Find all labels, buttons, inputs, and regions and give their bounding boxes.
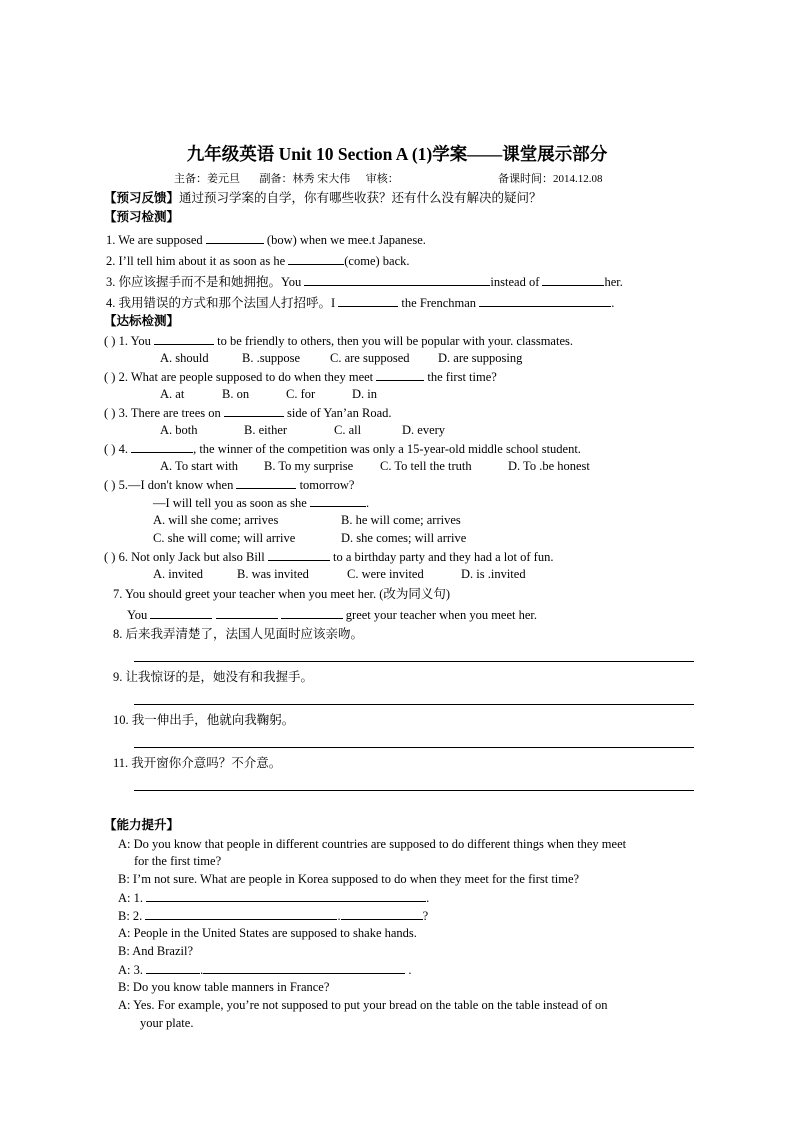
question-text: greet your teacher when you meet her.	[345, 608, 538, 622]
answer-blank[interactable]	[236, 476, 296, 489]
option[interactable]: A. at	[160, 387, 185, 401]
answer-blank[interactable]	[304, 273, 490, 286]
answer-blank[interactable]	[206, 231, 264, 244]
mc-question-4	[104, 440, 581, 457]
mc-options-3	[160, 422, 445, 438]
option[interactable]: C. all	[334, 423, 362, 437]
rewrite-question-7: 7. You should greet your teacher when you meet her. (改为同义句)	[113, 587, 451, 601]
mc-options-1	[160, 350, 522, 366]
dialogue-text: ?	[422, 909, 429, 923]
preview-item-2	[106, 252, 410, 269]
translation-8: 8. 后来我弄清楚了，法国人见面时应该亲吻。	[113, 627, 364, 641]
answer-line[interactable]	[134, 661, 694, 662]
dialogue-line	[118, 961, 412, 978]
option[interactable]: B. To my surprise	[264, 459, 354, 473]
option[interactable]: B. on	[222, 387, 250, 401]
question-text: 5.—I don't know when	[118, 478, 234, 492]
item-text: 3. 你应该握手而不是和她拥抱。You	[106, 275, 302, 289]
question-text: 3. There are trees on	[118, 406, 221, 420]
mc-options-6	[153, 566, 526, 582]
question-text: side of Yan’an Road.	[286, 406, 392, 420]
answer-blank[interactable]	[281, 606, 343, 619]
option[interactable]: A. invited	[153, 567, 203, 581]
item-text: (bow) when we mee.t Japanese.	[266, 233, 426, 247]
option[interactable]: C. were invited	[347, 567, 424, 581]
answer-blank[interactable]	[288, 252, 344, 265]
prep-date	[498, 171, 603, 187]
answer-blank[interactable]	[268, 548, 330, 561]
question-text: 6. Not only Jack but also Bill	[118, 550, 265, 564]
dialogue-line: A: People in the United States are supposed to shake hands.	[118, 926, 417, 940]
rewrite-answer-7	[127, 606, 537, 623]
reviewer-label: 审核：	[365, 173, 399, 185]
mc-question-5-reply	[153, 494, 369, 511]
dialogue-line	[118, 907, 428, 924]
answer-blank[interactable]	[131, 440, 193, 453]
preview-feedback-text: 通过预习学案的自学，你有哪些收获？还有什么没有解决的疑问？	[179, 191, 542, 205]
dialogue-text: A: 3.	[118, 963, 143, 977]
item-text: 4. 我用错误的方式和那个法国人打招呼。I	[106, 296, 336, 310]
dialogue-line: B: And Brazil?	[118, 944, 193, 958]
question-text: .	[365, 496, 370, 510]
option[interactable]: B. was invited	[237, 567, 309, 581]
answer-blank[interactable]	[224, 404, 284, 417]
option[interactable]: D. she comes; will arrive	[341, 531, 467, 545]
item-text: instead of	[490, 275, 540, 289]
option[interactable]: B. he will come; arrives	[341, 513, 461, 527]
item-text: .	[611, 296, 615, 310]
item-text: (come) back.	[344, 254, 410, 268]
question-text: 4.	[118, 442, 128, 456]
mc-question-6	[104, 548, 553, 565]
dialogue-text: .	[337, 909, 341, 923]
header-meta	[174, 171, 399, 187]
answer-blank[interactable]	[542, 273, 604, 286]
question-text: You	[127, 608, 148, 622]
answer-parens[interactable]: ( )	[104, 478, 116, 492]
item-text: 2. I’ll tell him about it as soon as he	[106, 254, 286, 268]
option[interactable]: A. both	[160, 423, 198, 437]
option[interactable]: B. .suppose	[242, 351, 300, 365]
dialogue-line: B: Do you know table manners in France?	[118, 980, 330, 994]
answer-blank[interactable]	[150, 606, 212, 619]
dialogue-text: B: 2.	[118, 909, 143, 923]
answer-blank[interactable]	[145, 907, 337, 920]
mc-question-5	[104, 476, 354, 493]
option[interactable]: A. should	[160, 351, 209, 365]
question-text: the first time?	[427, 370, 497, 384]
item-text: her.	[604, 275, 623, 289]
standard-check-heading: 【达标检测】	[104, 314, 180, 328]
preview-feedback-heading: 【预习反馈】	[104, 191, 180, 205]
answer-blank[interactable]	[310, 494, 366, 507]
editor-name: 姜元旦	[207, 173, 240, 185]
option[interactable]: D. To .be honest	[508, 459, 590, 473]
translation-9: 9. 让我惊讶的是，她没有和我握手。	[113, 670, 314, 684]
question-text: to be friendly to others, then you will be popular with your. classmates.	[217, 334, 573, 348]
option[interactable]: A. To start with	[160, 459, 239, 473]
option[interactable]: B. either	[244, 423, 288, 437]
dialogue-text: .	[200, 963, 204, 977]
ability-heading: 【能力提升】	[104, 818, 180, 832]
dialogue-text: .	[426, 891, 430, 905]
preview-item-3	[106, 273, 623, 290]
answer-blank[interactable]	[479, 294, 611, 307]
answer-blank[interactable]	[216, 606, 278, 619]
answer-parens[interactable]: ( )	[104, 370, 116, 384]
dialogue-line: A: Yes. For example, you’re not supposed to put your bread on the table on the table instead of on	[118, 998, 608, 1012]
co-editor-names: 林秀 宋大伟	[292, 173, 351, 185]
dialogue-line: your plate.	[140, 1016, 194, 1030]
mc-options-5b	[153, 530, 466, 546]
question-text: —I will tell you as soon as she	[153, 496, 307, 510]
answer-blank[interactable]	[376, 368, 424, 381]
dialogue-text: .	[408, 963, 412, 977]
item-text: 1. We are supposed	[106, 233, 203, 247]
editor-label: 主备：	[174, 173, 207, 185]
co-editor-label: 副备：	[259, 173, 293, 185]
option[interactable]: D. every	[402, 423, 446, 437]
option[interactable]: C. for	[286, 387, 316, 401]
mc-options-4	[160, 458, 590, 474]
page-title: 九年级英语 Unit 10 Section A (1)学案——课堂展示部分	[186, 144, 608, 164]
option[interactable]: D. are supposing	[438, 351, 523, 365]
option[interactable]: C. are supposed	[330, 351, 410, 365]
answer-blank[interactable]	[203, 961, 405, 974]
answer-blank[interactable]	[146, 961, 200, 974]
option[interactable]: A. will she come; arrives	[153, 513, 279, 527]
question-text: , the winner of the competition was only a 15-year-old middle school student.	[193, 442, 581, 456]
answer-parens[interactable]: ( )	[104, 406, 116, 420]
mc-question-1	[104, 332, 573, 349]
preview-check-heading: 【预习检测】	[104, 210, 180, 224]
translation-11: 11. 我开窗你介意吗？不介意。	[113, 756, 282, 770]
answer-line[interactable]	[134, 790, 694, 791]
dialogue-line: for the first time?	[134, 854, 222, 868]
mc-options-2	[160, 386, 377, 402]
dialogue-line: A: Do you know that people in different countries are supposed to do different things when they meet	[118, 837, 627, 851]
mc-question-2	[104, 368, 497, 385]
question-text: to a birthday party and they had a lot of fun.	[333, 550, 554, 564]
preview-item-4	[106, 294, 614, 311]
mc-options-5a	[153, 512, 461, 528]
option[interactable]: D. in	[352, 387, 377, 401]
item-text: the Frenchman	[401, 296, 477, 310]
question-text: 2. What are people supposed to do when they meet	[118, 370, 374, 384]
option[interactable]: D. is .invited	[461, 567, 526, 581]
answer-blank[interactable]	[154, 332, 214, 345]
preview-feedback	[104, 190, 542, 206]
date-value: 2014.12.08	[553, 173, 603, 185]
question-text: tomorrow?	[299, 478, 355, 492]
question-text: 1. You	[118, 334, 151, 348]
answer-line[interactable]	[134, 747, 694, 748]
dialogue-line	[118, 889, 429, 906]
answer-parens[interactable]: ( )	[104, 550, 116, 564]
translation-10: 10. 我一伸出手，他就向我鞠躬。	[113, 713, 295, 727]
option[interactable]: C. she will come; will arrive	[153, 531, 296, 545]
dialogue-text: A: 1.	[118, 891, 143, 905]
dialogue-line: B: I’m not sure. What are people in Korea supposed to do when they meet for the first time?	[118, 872, 580, 886]
answer-line[interactable]	[134, 704, 694, 705]
preview-item-1	[106, 231, 426, 248]
answer-blank[interactable]	[146, 889, 426, 902]
option[interactable]: C. To tell the truth	[380, 459, 472, 473]
date-label: 备课时间：	[498, 173, 553, 185]
answer-parens[interactable]: ( )	[104, 442, 116, 456]
answer-blank[interactable]	[338, 294, 398, 307]
answer-parens[interactable]: ( )	[104, 334, 116, 348]
mc-question-3	[104, 404, 392, 421]
answer-blank[interactable]	[341, 907, 423, 920]
